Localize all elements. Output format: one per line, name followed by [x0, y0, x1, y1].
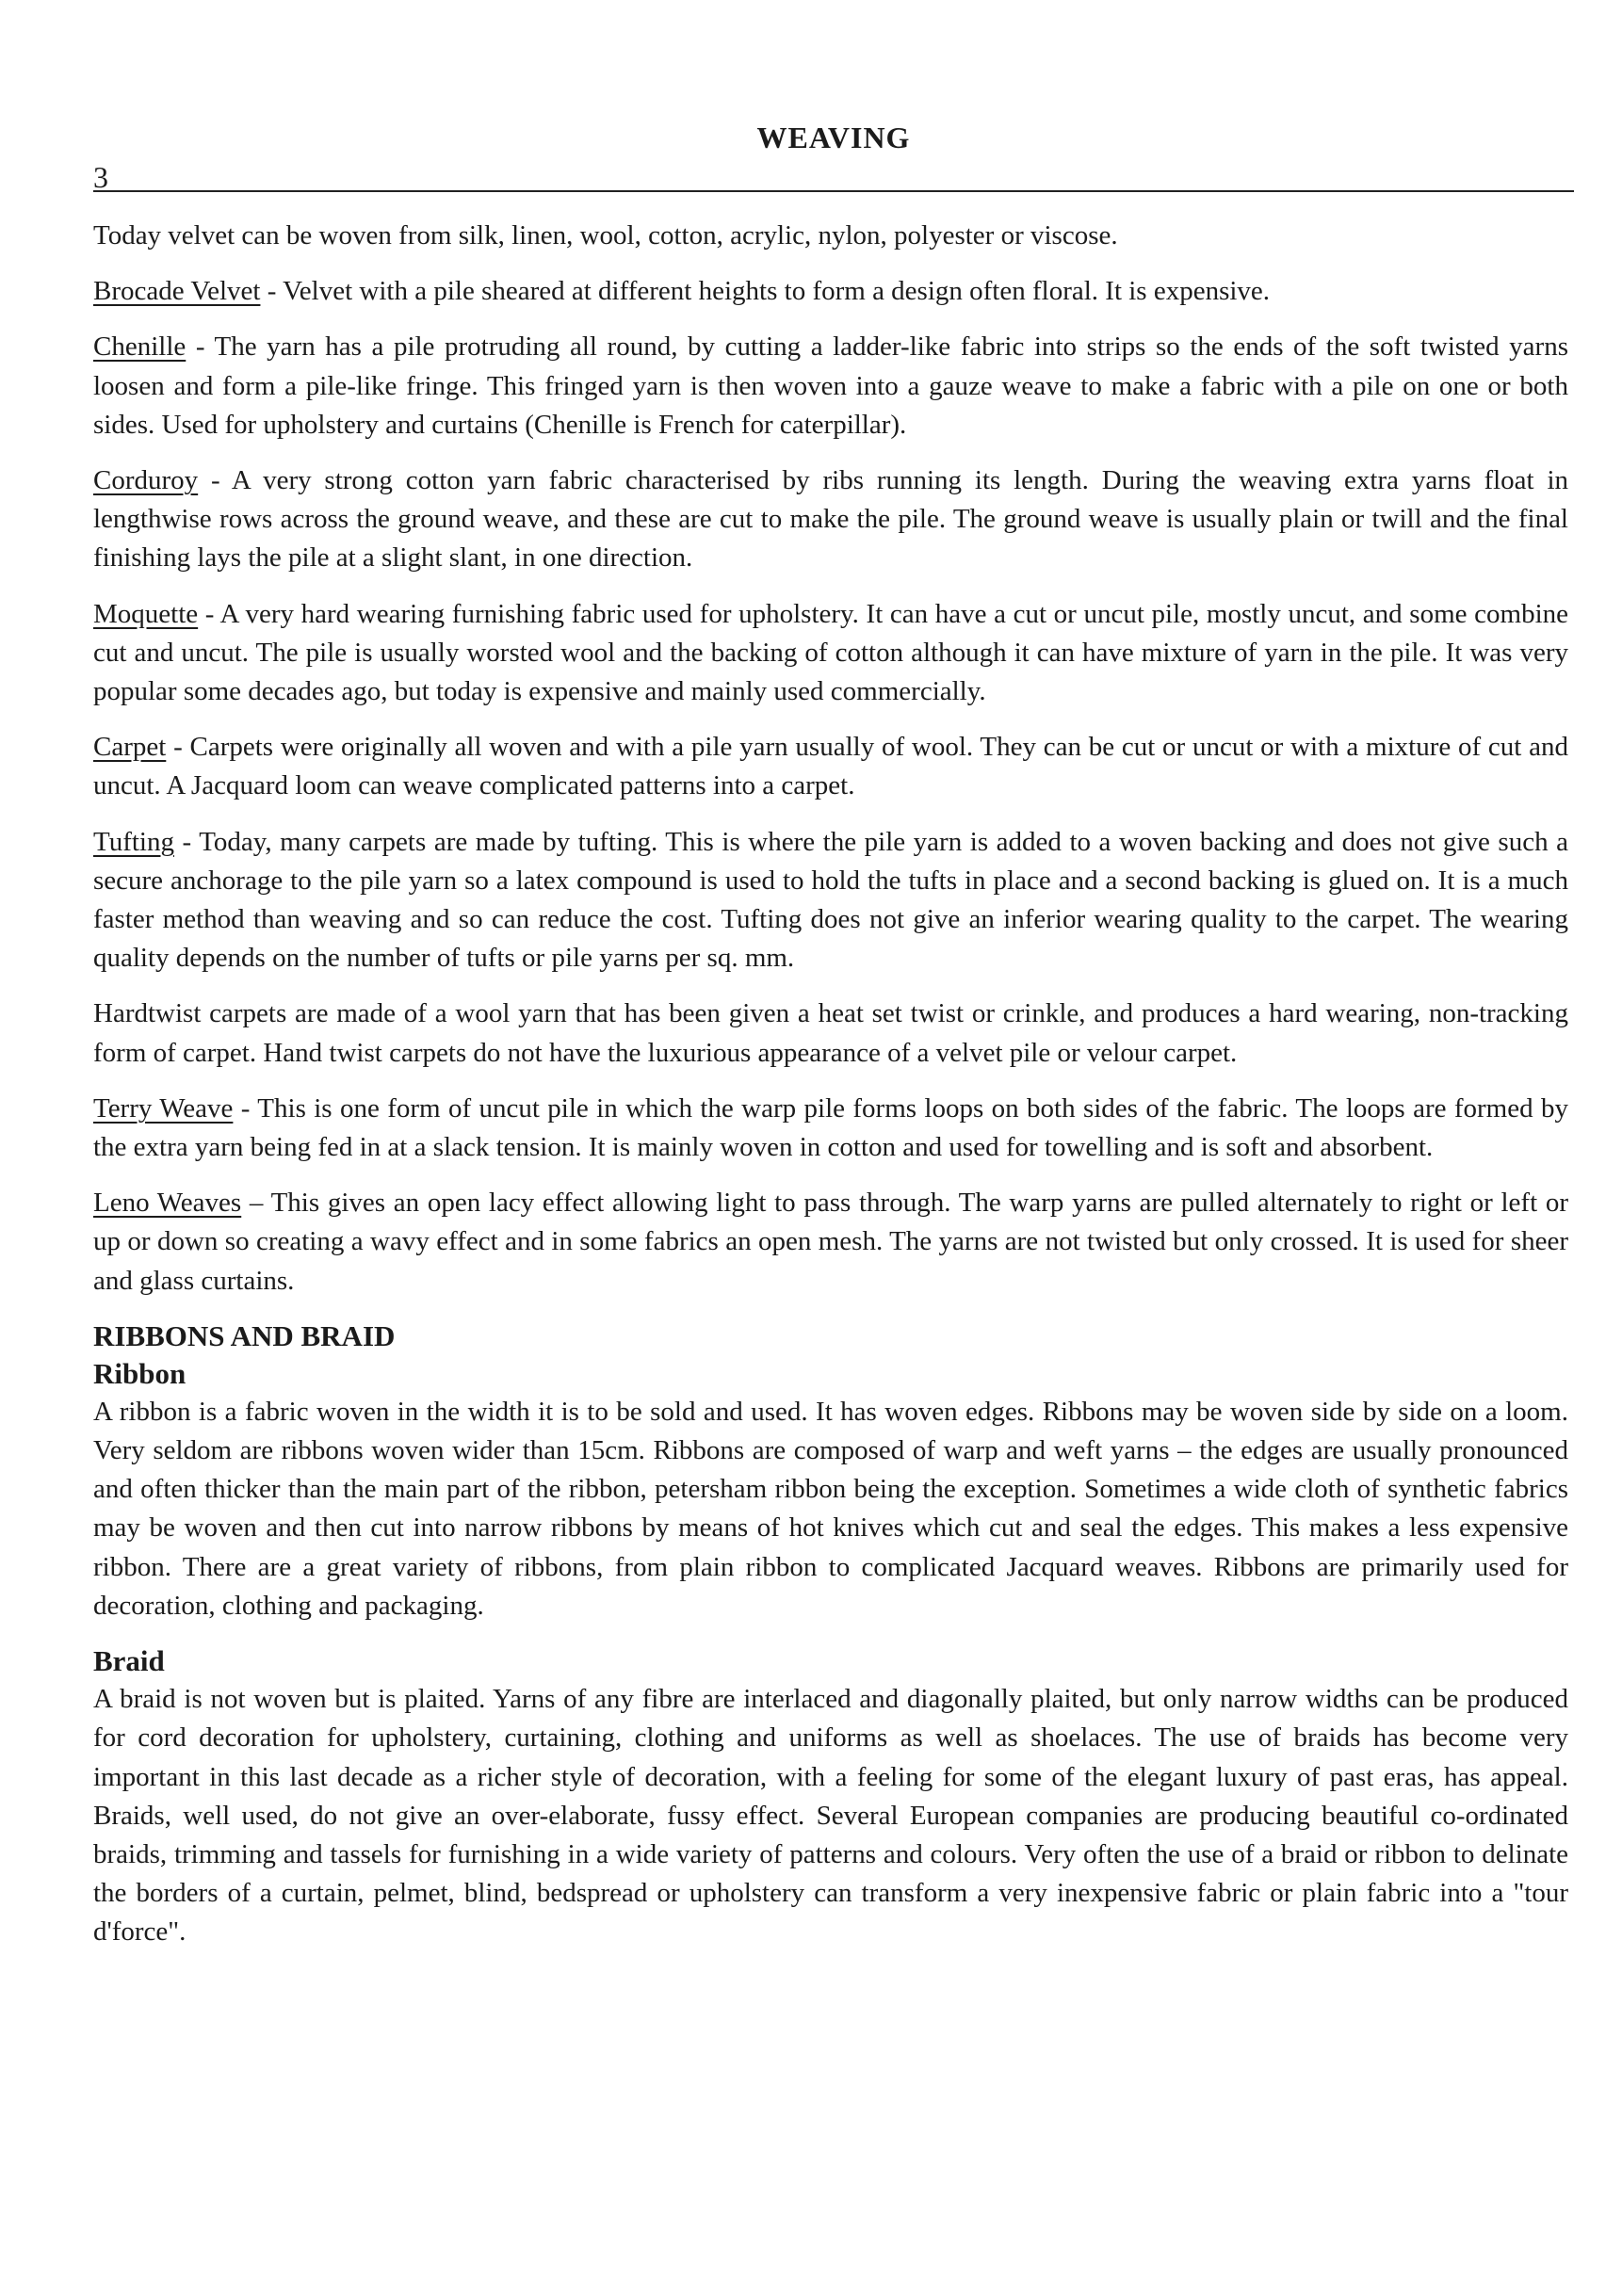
entry-brocade-velvet	[93, 272, 1568, 311]
entry-text: - Carpets were originally all woven and with a pile yarn usually of wool. They can be cut or uncut or with a mixture of cut and uncut. A Jacquard loom can weave complicated patterns into a carpet.	[93, 732, 1568, 801]
braid-heading: Braid	[93, 1644, 165, 1678]
entry-tufting	[93, 823, 1568, 978]
entry-terry-weave	[93, 1090, 1568, 1167]
body-text	[93, 217, 1568, 1969]
entry-text: - Today, many carpets are made by tufting. This is where the pile yarn is added to a woven backing and does not give such a secure anchorage to the pile yarn so a latex compound is used to hold the tufts in place and a second backing is glued on. It is a much faster method than weaving and so can reduce the cost. Tufting does not give an inferior wearing quality to the carpet. The wearing quality depends on the number of tufts or pile yarns per sq. mm.	[93, 826, 1568, 974]
entry-term: Tufting	[93, 826, 174, 857]
entry-term: Moquette	[93, 598, 199, 629]
entry-text: - A very strong cotton yarn fabric characterised by ribs running its length. During the weaving extra yarns float in lengthwise rows across the ground weave, and these are cut to make the pile. The ground weave is usually plain or twill and the final finishing lays the pile at a slight slant, in one direction.	[93, 465, 1568, 574]
entry-text: - The yarn has a pile protruding all round, by cutting a ladder-like fabric into strips so the ends of the soft twisted yarns loosen and form a pile-like fringe. This fringed yarn is then woven into a gauze weave to make a fabric with a pile on one or both sides. Used for upholstery and curtains (Chenille is French for caterpillar).	[93, 331, 1568, 440]
entry-term: Leno Weaves	[93, 1188, 242, 1219]
page-number: 3	[93, 160, 108, 194]
entry-leno-weaves	[93, 1184, 1568, 1301]
ribbon-paragraph: A ribbon is a fabric woven in the width it is to be sold and used. It has woven edges. Ribbons may be woven side by side on a loom. Very seldom are ribbons woven wider than 15cm. Ribbons are composed of warp and weft yarns – the edges are usually pronounced and often thicker than the main part of the ribbon, petersham ribbon being the exception. Sometimes a wide cloth of synthetic fabrics may be woven and then cut into narrow ribbons by means of hot knives which cut and seal the edges. This makes a less expensive ribbon. There are a great variety of ribbons, from plain ribbon to complicated Jacquard weaves. Ribbons are primarily used for decoration, clothing and packaging.	[93, 1396, 1568, 1621]
entry-chenille	[93, 328, 1568, 445]
entry-term: Carpet	[93, 732, 167, 763]
braid-paragraph: A braid is not woven but is plaited. Yarns of any fibre are interlaced and diagonally plaited, but only narrow widths can be produced for cord decoration for upholstery, curtaining, clothing and uniforms as well as shoelaces. The use of braids has become very important in this last decade as a richer style of decoration, with a feeling for some of the elegant luxury of past eras, has appeal. Braids, well used, do not give an over-elaborate, fussy effect. Several European companies are producing beautiful co-ordinated braids, trimming and tassels for furnishing in a wide variety of patterns and colours. Very often the use of a braid or ribbon to delinate the borders of a curtain, pelmet, blind, bedspread or upholstery can transform a very inexpensive fabric or plain fabric into a "tour d'force".	[93, 1684, 1568, 1948]
hardtwist-paragraph: Hardtwist carpets are made of a wool yarn that has been given a heat set twist or crinkle, and produces a hard wearing, non-tracking form of carpet. Hand twist carpets do not have the luxurious appearance of a velvet pile or velour carpet.	[93, 998, 1568, 1068]
entry-text: – This gives an open lacy effect allowing light to pass through. The warp yarns are pulled alternately to right or left or up or down so creating a wavy effect and in some fabrics an open mesh. The yarns are not twisted but only crossed. It is used for sheer and glass curtains.	[93, 1188, 1568, 1296]
entry-term: Corduroy	[93, 465, 199, 496]
entry-term: Chenille	[93, 331, 187, 363]
intro-paragraph: Today velvet can be woven from silk, linen, wool, cotton, acrylic, nylon, polyester or viscose.	[93, 220, 1118, 251]
entry-text: - Velvet with a pile sheared at different heights to form a design often floral. It is expensive.	[260, 276, 1271, 307]
entry-moquette	[93, 595, 1568, 712]
entry-carpet	[93, 728, 1568, 805]
entry-term: Brocade Velvet	[93, 276, 261, 307]
entry-term: Terry Weave	[93, 1092, 234, 1124]
header-rule	[93, 190, 1574, 192]
entry-text: - This is one form of uncut pile in which the warp pile forms loops on both sides of the fabric. The loops are formed by the extra yarn being fed in at a slack tension. It is mainly woven in cotton and used for towelling and is soft and absorbent.	[93, 1092, 1568, 1163]
entry-text: - A very hard wearing furnishing fabric used for upholstery. It can have a cut or uncut pile, mostly uncut, and some combine cut and uncut. The pile is usually worsted wool and the backing of cotton although it can have mixture of yarn in the pile. It was very popular some decades ago, but today is expensive and mainly used commercially.	[93, 598, 1568, 707]
entry-corduroy	[93, 461, 1568, 578]
ribbon-heading: Ribbon	[93, 1356, 187, 1390]
section-heading: RIBBONS AND BRAID	[93, 1318, 396, 1352]
running-title: WEAVING	[756, 121, 911, 154]
